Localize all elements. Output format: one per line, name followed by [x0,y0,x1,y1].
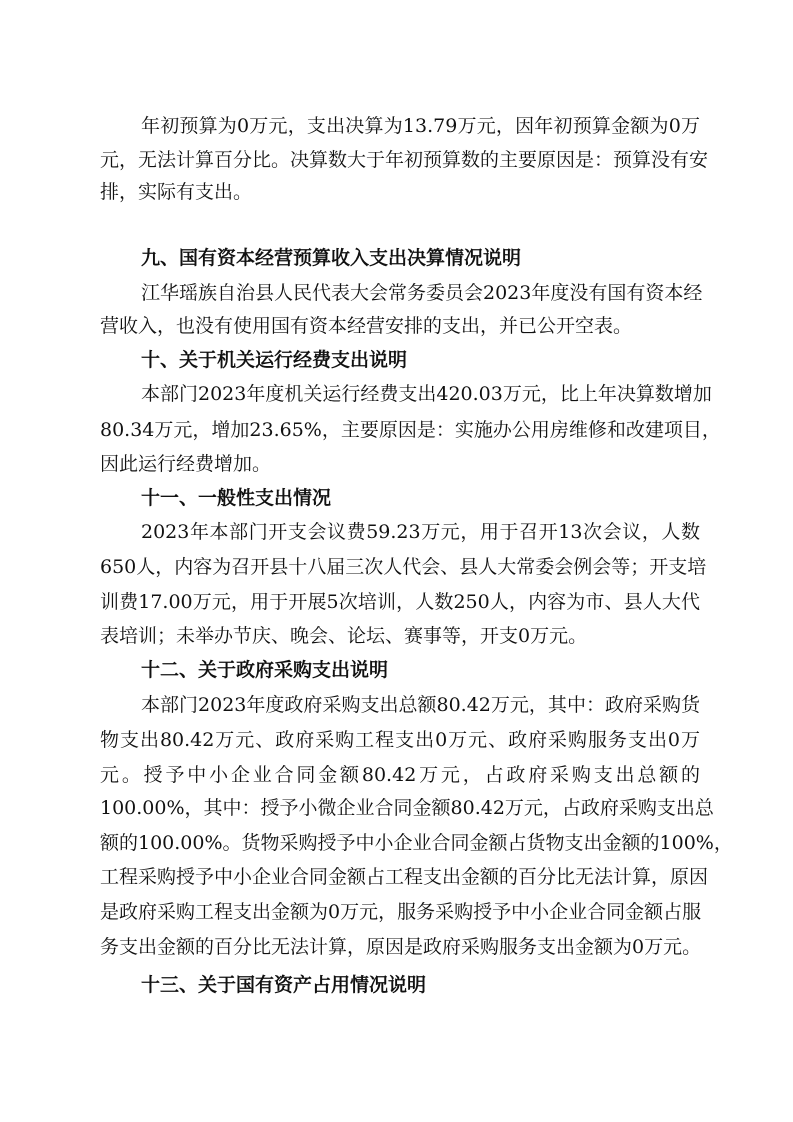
paragraph-line: 因此运行经费增加。 [100,453,272,475]
paragraph-line: 100.00%，其中：授予小微企业合同金额80.42万元，占政府采购支出总 [100,797,714,819]
section-heading-10: 十、关于机关运行经费支出说明 [141,349,408,371]
paragraph-line: 是政府采购工程支出金额为0万元，服务采购授予中小企业合同金额占服 [100,901,702,923]
paragraph-line: 本部门2023年度政府采购支出总额80.42万元，其中：政府采购货 [141,694,700,716]
section-heading-9: 九、国有资本经营预算收入支出决算情况说明 [141,247,522,269]
paragraph-line: 工程采购授予中小企业合同金额占工程支出金额的百分比无法计算，原因 [100,866,709,888]
paragraph-line: 年初预算为0万元，支出决算为13.79万元，因年初预算金额为0万 [141,115,700,137]
paragraph-line: 排，实际有支出。 [100,181,253,203]
paragraph-line: 务支出金额的百分比无法计算，原因是政府采购服务支出金额为0万元。 [100,936,702,958]
paragraph-line: 江华瑶族自治县人民代表大会常务委员会2023年度没有国有资本经 [141,282,703,304]
section-heading-13: 十三、关于国有资产占用情况说明 [141,974,427,996]
paragraph-line: 本部门2023年度机关运行经费支出420.03万元，比上年决算数增加 [141,383,712,405]
paragraph-line: 80.34万元，增加23.65%，主要原因是：实施办公用房维修和改建项目， [100,419,721,441]
paragraph-line: 训费17.00万元，用于开展5次培训，人数250人，内容为市、县人大代 [100,591,700,613]
paragraph-line: 650人，内容为召开县十八届三次人代会、县人大常委会例会等；开支培 [100,556,707,578]
paragraph-line: 物支出80.42万元、政府采购工程支出0万元、政府采购服务支出0万 [100,729,700,751]
paragraph-line: 营收入，也没有使用国有资本经营安排的支出，并已公开空表。 [100,315,633,337]
paragraph-line: 表培训；未举办节庆、晚会、论坛、赛事等，开支0万元。 [100,625,588,647]
paragraph-line: 元。授予中小企业合同金额80.42万元，占政府采购支出总额的 [100,764,700,786]
paragraph-line: 额的100.00%。货物采购授予中小企业合同金额占货物支出金额的100%， [100,832,733,854]
section-heading-11: 十一、一般性支出情况 [141,487,332,509]
paragraph-line: 元，无法计算百分比。决算数大于年初预算数的主要原因是：预算没有安 [100,149,709,171]
section-heading-12: 十二、关于政府采购支出说明 [141,659,389,681]
paragraph-line: 2023年本部门开支会议费59.23万元，用于召开13次会议，人数 [141,521,700,543]
